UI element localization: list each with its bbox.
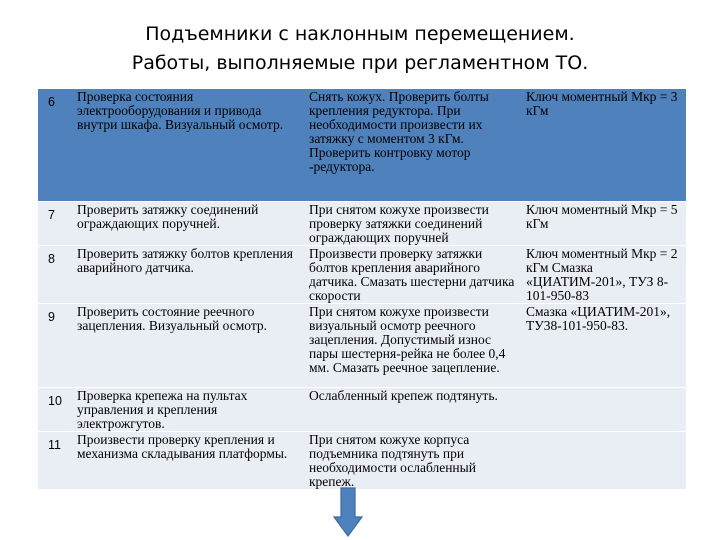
task-cell: Проверить состояние реечного зацепления. Визуальный осмотр.	[73, 303, 305, 387]
row-number: 6	[38, 89, 73, 201]
title-line-1: Подъемники с наклонным перемещением.	[145, 23, 575, 45]
action-cell: Ослабленный крепеж подтянуть.	[305, 387, 522, 431]
down-arrow-icon	[333, 487, 363, 537]
row-number: 8	[38, 245, 73, 303]
task-cell: Проверка крепежа на пультах управления и крепления электрожгутов.	[73, 387, 305, 431]
row-number: 7	[38, 201, 73, 245]
table-row	[38, 303, 686, 387]
action-cell: При снятом кожухе произвести проверку затяжки соединений ограждающих поручней	[305, 201, 522, 245]
row-number: 9	[38, 303, 73, 387]
tools-cell	[522, 387, 686, 431]
table-row	[38, 245, 686, 303]
task-cell: Проверить затяжку соединений ограждающих поручней.	[73, 201, 305, 245]
title-line-2: Работы, выполняемые при регламентном ТО.	[131, 52, 589, 74]
tools-cell: Ключ моментный Мкр = 5 кГм	[522, 201, 686, 245]
table-row	[38, 89, 686, 201]
table-row	[38, 387, 686, 431]
task-cell: Проверить затяжку болтов крепления аварийного датчика.	[73, 245, 305, 303]
tools-cell: Смазка «ЦИАТИМ-201», ТУ38-101-950-83.	[522, 303, 686, 387]
action-cell: При снятом кожухе корпуса подъемника подтянуть при необходимости ослабленный крепеж.	[305, 431, 522, 489]
tools-cell: Ключ моментный Мкр = 2 кГм Смазка «ЦИАТИМ-201», ТУЗ 8-101-950-83	[522, 245, 686, 303]
table-row	[38, 431, 686, 489]
action-cell: Снять кожух. Проверить болты крепления редуктора. При необходимости произвести их затяжку с моментом 3 кГм. Проверить контровку мотор -редуктора.	[305, 89, 522, 201]
action-cell: Произвести проверку затяжки болтов крепления аварийного датчика. Смазать шестерни датчика скорости	[305, 245, 522, 303]
task-cell: Проверка состояния электрооборудования и привода внутри шкафа. Визуальный осмотр.	[73, 89, 305, 201]
row-number: 11	[38, 431, 73, 489]
row-number: 10	[38, 387, 73, 431]
table-row	[38, 201, 686, 245]
maintenance-table	[38, 89, 686, 490]
tools-cell	[522, 431, 686, 489]
slide-title	[0, 20, 720, 78]
task-cell: Произвести проверку крепления и механизма складывания платформы.	[73, 431, 305, 489]
action-cell: При снятом кожухе произвести визуальный осмотр реечного зацепления. Допустимый износ пары шестерня-рейка не более 0,4 мм. Смазать реечное зацепление.	[305, 303, 522, 387]
tools-cell: Ключ моментный Мкр = 3 кГм	[522, 89, 686, 201]
